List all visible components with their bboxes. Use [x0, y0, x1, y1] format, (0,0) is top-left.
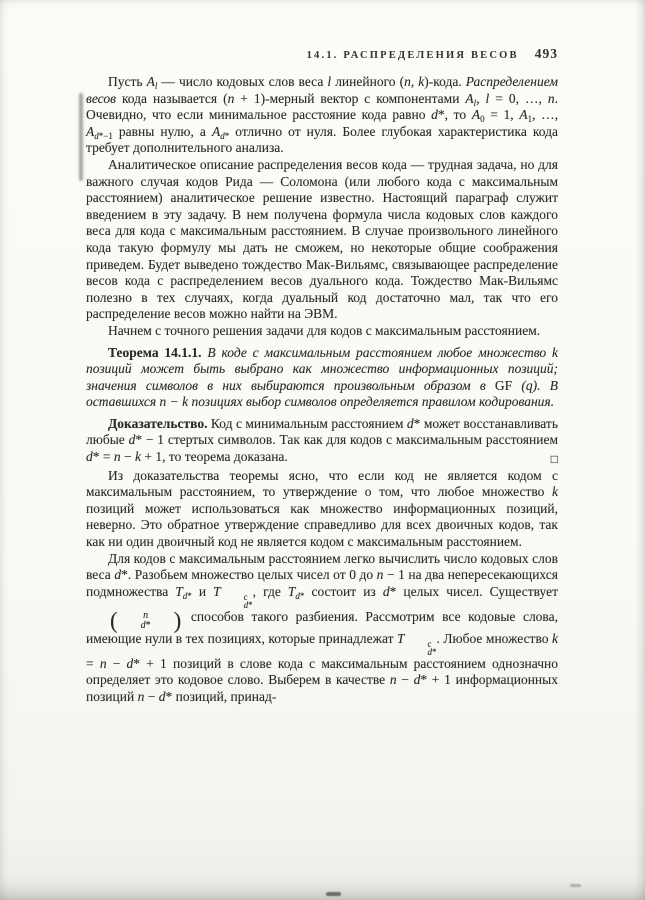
paragraph-weight-distribution-intro: Пусть $A_l$ — число кодовых слов веса l линейного (n, k)-кода. Распределением весов кода называется (n + 1)-мерный вектор с компонентами $A_l$, l = 0, …, n. Очевидно, что если минимальное расстояние кода равно d*, то $A_0 = 1$, $A_1$, …, $A_{d*-1}$ равны нулю, а $A_{d*}$ отлично от нуля. Более глубокая характеристика кода требует дополнительного анализа. [86, 74, 559, 156]
scan-artifact [326, 892, 341, 896]
proof-paragraph: Доказательство. Код с минимальным расстоянием d* может восстанавливать любые d* − 1 стертых символов. Так как для кодов с максимальным расстоянием d* = n − k + 1, то теорема доказана. □ [86, 415, 558, 467]
text-block [86, 74, 558, 706]
scan-artifact [570, 884, 581, 887]
paragraph-analytic-overview: Аналитическое описание распределения весов кода — трудная задача, но для важного случая кодов Рида — Соломона (или любого кода с максимальным расстоянием) аналитическое решение известно. Настоящий параграф служит введением в эту задачу. В нем получена формула числа кодовых слов каждого веса для кода с максимальным расстоянием. В случае произвольного линейного кода такую формулу мы дать не сможем, но некоторые общие соображения приведем. Будет выведено тождество Мак-Вильямс, связывающее распределение весов кода с распределением весов дуального кода. Тождество Мак-Вильямс полезно в тех случаях, когда дуальный код достаточно мал, так что его распределение весов можно найти на ЭВМ. [86, 156, 558, 322]
running-head [86, 46, 558, 62]
page-number: 493 [534, 46, 558, 61]
paragraph-lead-in: Начнем с точного решения задачи для кодов с максимальным расстоянием. [108, 322, 541, 338]
theorem-14-1-1: Теорема 14.1.1. В коде с максимальным расстоянием любое множество k позиций может быть выбрано как множество информационных позиций; значения символов в них выбираются произвольным образом в GF (q). В оставшихся n − k позициях выбор символов определяется правилом кодирования. [86, 344, 558, 410]
paragraph-discussion: Из доказательства теоремы ясно, что если код не является кодом с максимальным расстоянием, то утверждение о том, что любое множество k позиций может использоваться как множество информационных позиций, неверно. Это обратное утверждение справедливо для всех двоичных кодов, так как ни один двоичный код не является кодом с максимальным расстоянием. [86, 467, 558, 550]
scan-artifact [79, 93, 83, 181]
section-heading: 14.1. РАСПРЕДЕЛЕНИЯ ВЕСОВ [306, 50, 519, 61]
paragraph-counting-codewords: Для кодов с максимальным расстоянием легко вычислить число кодовых слов веса d*. Разобьем множество целых чисел от 0 до n − 1 на два непересекающихся подмножества $T_{d*}$ и T c d* , где $T_{d*}$ состоит из d* целых чисел. Существует ( n d* ) способов такого разбиения. Рассмотрим все кодовые слова, имеющие нули в тех позициях, которые принадлежат T c d* . Любое множество k = n − d* + 1 позиций в слове кода с максимальным расстоянием однозначно определяет это кодовое слово. Выберем в качестве n − d* + 1 информационных позиций n − d* позиций, принад- [86, 550, 558, 704]
